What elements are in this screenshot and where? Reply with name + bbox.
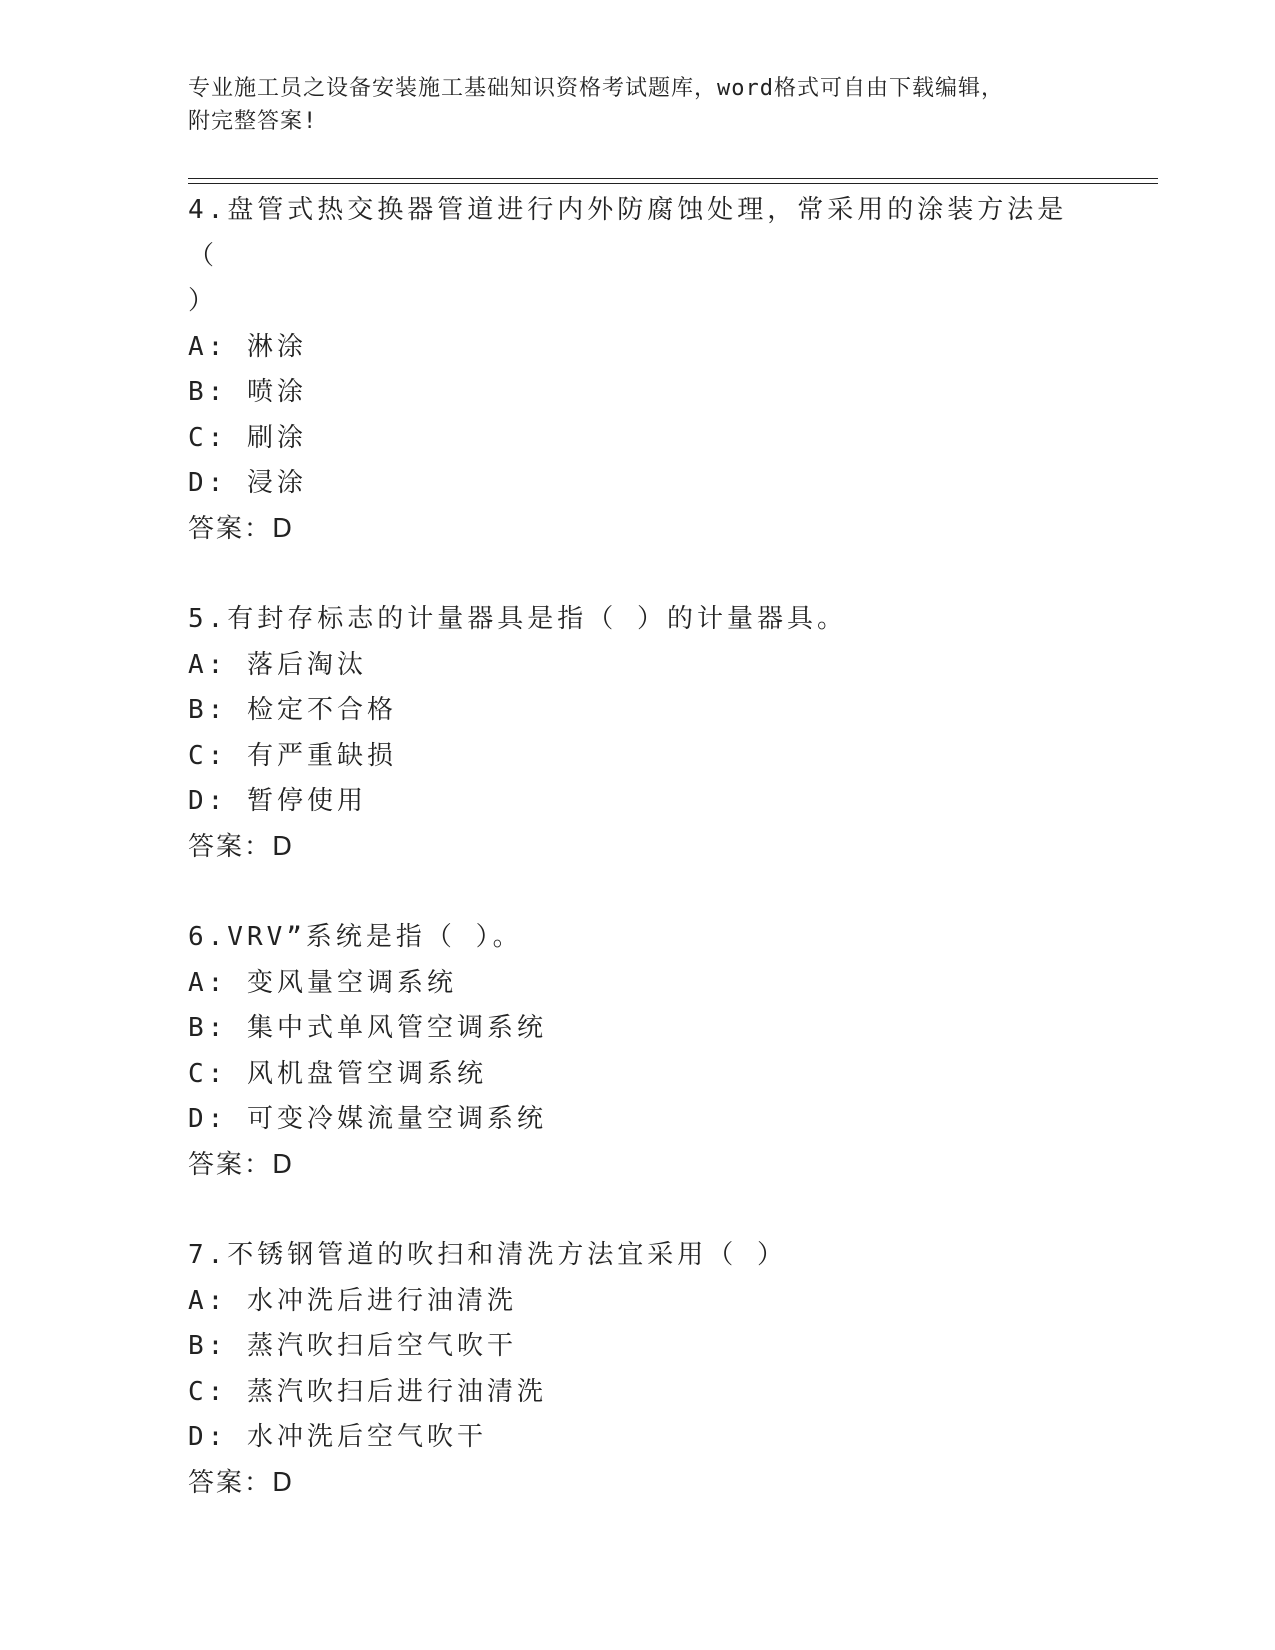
header-divider bbox=[188, 178, 1158, 184]
option-a: A: 变风量空调系统 bbox=[188, 967, 457, 998]
answer: 答案：D bbox=[188, 1467, 295, 1498]
answer: 答案：D bbox=[188, 831, 295, 862]
option-d: D: 暂停使用 bbox=[188, 786, 367, 816]
option-b: B: 集中式单风管空调系统 bbox=[188, 1013, 547, 1043]
option-a: A: 落后淘汰 bbox=[188, 649, 367, 680]
option-c: C: 刷涂 bbox=[188, 422, 307, 453]
question-6 bbox=[188, 915, 1088, 1188]
question-5 bbox=[188, 597, 1088, 870]
question-7 bbox=[188, 1233, 1088, 1506]
question-stem: 5.有封存标志的计量器具是指（ ）的计量器具。 bbox=[188, 604, 847, 634]
option-c: C: 风机盘管空调系统 bbox=[188, 1058, 487, 1089]
answer: 答案：D bbox=[188, 1149, 295, 1180]
question-stem: 4.盘管式热交换器管道进行内外防腐蚀处理，常采用的涂装方法是（ bbox=[188, 195, 1068, 271]
option-b: B: 喷涂 bbox=[188, 377, 307, 407]
option-b: B: 检定不合格 bbox=[188, 695, 397, 725]
question-4 bbox=[188, 188, 1088, 552]
option-d: D: 可变冷媒流量空调系统 bbox=[188, 1104, 547, 1134]
header-line-2: 附完整答案! bbox=[188, 109, 318, 134]
option-c: C: 有严重缺损 bbox=[188, 740, 397, 771]
option-d: D: 浸涂 bbox=[188, 468, 307, 498]
question-stem: 6.VRV”系统是指（ ）。 bbox=[188, 922, 523, 952]
option-c: C: 蒸汽吹扫后进行油清洗 bbox=[188, 1376, 547, 1407]
option-a: A: 水冲洗后进行油清洗 bbox=[188, 1285, 517, 1316]
question-stem-continued: ） bbox=[188, 286, 219, 316]
option-b: B: 蒸汽吹扫后空气吹干 bbox=[188, 1331, 517, 1361]
document-header bbox=[188, 72, 1088, 138]
header-line-1: 专业施工员之设备安装施工基础知识资格考试题库，word格式可自由下载编辑， bbox=[188, 76, 1004, 101]
option-a: A: 淋涂 bbox=[188, 331, 307, 362]
answer: 答案：D bbox=[188, 513, 295, 544]
question-stem: 7.不锈钢管道的吹扫和清洗方法宜采用（ ） bbox=[188, 1240, 787, 1270]
option-d: D: 水冲洗后空气吹干 bbox=[188, 1422, 487, 1452]
question-list bbox=[188, 188, 1088, 1551]
